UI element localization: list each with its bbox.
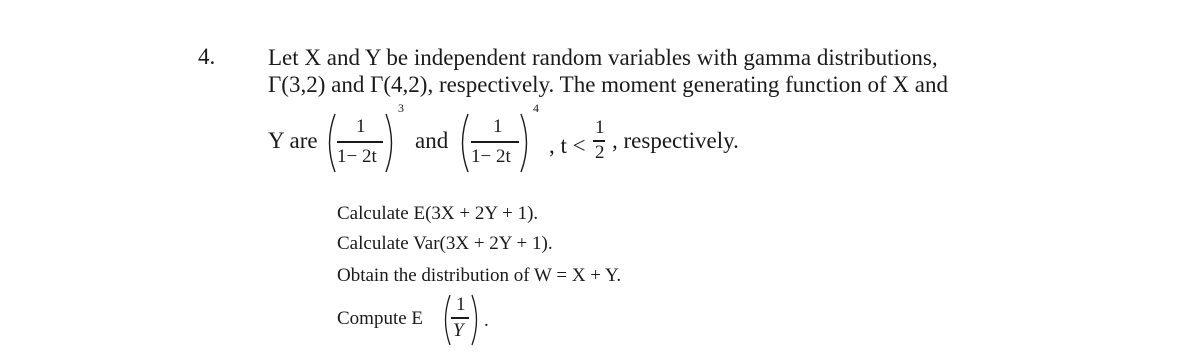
compute-denominator: Y: [453, 320, 464, 341]
half-denominator: 2: [595, 142, 605, 163]
frac1-numerator: 1: [356, 116, 366, 137]
compute-end: .: [484, 310, 489, 331]
compute-lead: Compute E: [337, 308, 424, 329]
statement-line-1: Let X and Y be independent random variables with gamma distributions,: [268, 45, 938, 70]
frac1-bar: [337, 141, 383, 143]
compute-left-paren: [440, 293, 452, 347]
compute-right-paren: [470, 293, 482, 347]
right-paren-1: [384, 112, 398, 174]
frac2-denominator: 1− 2t: [471, 146, 511, 167]
left-paren-2: [456, 112, 470, 174]
problem-number: 4.: [198, 44, 216, 69]
frac2-bar: [471, 141, 519, 143]
right-paren-2: [519, 112, 533, 174]
mgf-lead: Y are: [268, 128, 318, 153]
mgf-condition: , t <: [549, 133, 586, 158]
task-variance: Calculate Var(3X + 2Y + 1).: [337, 233, 553, 254]
left-paren-1: [323, 112, 337, 174]
mgf-tail: , respectively.: [612, 128, 739, 153]
task-distribution: Obtain the distribution of W = X + Y.: [337, 265, 622, 286]
frac2-exponent: 4: [533, 101, 539, 115]
task-expectation: Calculate E(3X + 2Y + 1).: [337, 203, 539, 224]
compute-numerator: 1: [456, 294, 466, 315]
frac1-exponent: 3: [398, 101, 404, 115]
mgf-and: and: [415, 128, 449, 153]
frac2-numerator: 1: [493, 116, 503, 137]
statement-line-2: Γ(3,2) and Γ(4,2), respectively. The moment generating function of X and: [268, 72, 948, 97]
compute-bar: [451, 317, 469, 319]
half-numerator: 1: [595, 117, 605, 138]
frac1-denominator: 1− 2t: [337, 146, 377, 167]
